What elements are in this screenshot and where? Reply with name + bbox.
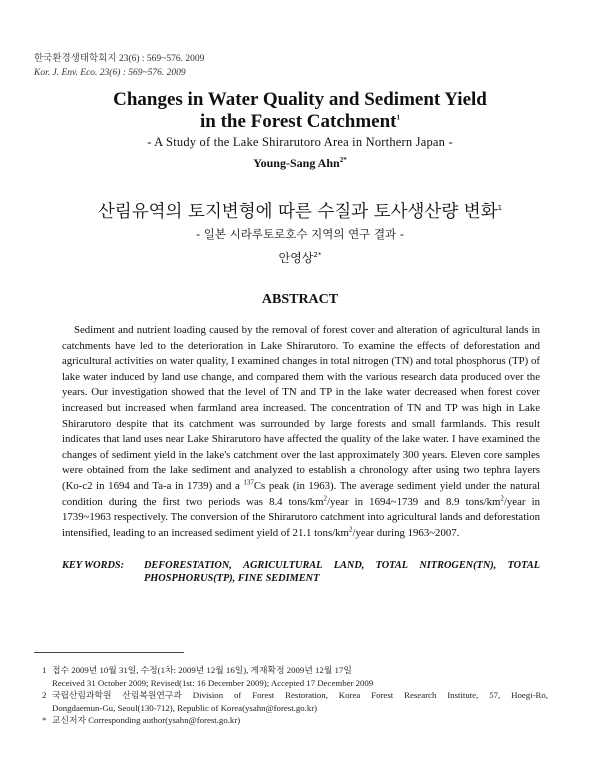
abstract-text-4: /year in 1739~1963 respectively. The conversion of the Shirarutoro catchment into agricultural lands and deforestation intensified, leading to an increased sediment yield of 21.1 tons/km (62, 495, 540, 539)
keyword-item: AGRICULTURAL (243, 560, 323, 571)
keyword-item: DEFORESTATION, (144, 560, 232, 571)
footnote-1-mark: 1 (42, 665, 47, 675)
paper-title-line2-text: in the Forest Catchment (200, 111, 397, 132)
keyword-item: LAND, (333, 560, 365, 571)
keywords-line1 (144, 559, 540, 572)
footnote-3 (42, 714, 548, 727)
squared-mark-1: 2 (323, 493, 327, 502)
author (0, 156, 600, 171)
keywords-label: KEY WORDS: (62, 560, 125, 571)
footnote-3-mark: * (42, 715, 47, 726)
journal-citation-english: Kor. J. Env. Eco. 23(6) : 569~576. 2009 (34, 68, 186, 78)
footnote-divider (34, 652, 184, 653)
footnote-2 (42, 689, 548, 714)
journal-citation (34, 52, 204, 80)
keyword-item: NITROGEN(TN), (419, 560, 497, 571)
korean-author-name: 안영상 (278, 251, 314, 265)
keyword-item: TOTAL (507, 560, 540, 571)
paper-title-line1: Changes in Water Quality and Sediment Yield (113, 89, 487, 110)
korean-title-mark: 1 (497, 204, 503, 213)
korean-title-text: 산림유역의 토지변형에 따른 수질과 토사생산량 변화 (97, 202, 498, 222)
footnote-1-english: Received 31 October 2009; Revised(1st: 16 December 2009); Accepted 17 December 2009 (52, 677, 374, 688)
paper-subtitle: - A Study of the Lake Shirarutoro Area in Northern Japan - (147, 135, 453, 149)
journal-citation-korean: 한국환경생태학회지 23(6) : 569~576. 2009 (34, 54, 205, 64)
abstract-text-5: /year during 1963~2007. (352, 526, 460, 539)
korean-title (0, 198, 600, 223)
author-mark: 2* (339, 156, 347, 164)
footnotes (42, 664, 548, 727)
abstract-text-3: /year in 1694~1739 and 8.9 tons/km (326, 495, 501, 508)
footnote-3-text: 교신저자 Corresponding author(ysahn@forest.go.kr) (52, 715, 241, 726)
korean-subtitle: - 일본 시라루토로호수 지역의 연구 결과 - (196, 227, 404, 241)
korean-author-mark: 2* (313, 251, 322, 259)
korean-author (0, 249, 600, 266)
abstract-body (62, 323, 540, 541)
cs-isotope-mark: 137 (243, 478, 254, 487)
title-footnote-mark: 1 (396, 113, 400, 122)
footnote-2-line1: 국립산림과학원 산림복원연구과 Division of Forest Restoration, Korea Forest Research Institute, 57, Hoegi-Ro, (52, 690, 548, 701)
footnote-1 (42, 664, 548, 689)
squared-mark-3: 2 (348, 525, 353, 534)
paper-title (0, 89, 600, 133)
keywords-line2: PHOSPHORUS(TP), FINE SEDIMENT (144, 573, 320, 584)
paper-title-line2 (0, 111, 600, 133)
footnote-2-mark: 2 (42, 690, 47, 701)
abstract-heading: ABSTRACT (261, 292, 339, 307)
footnote-2-line2: Dongdaemun-Gu, Seoul(130-712), Republic of Korea(ysahn@forest.go.kr) (52, 702, 318, 713)
abstract-text-2: Cs peak (in 1963). The average sediment yield under the natural condition during the first two periods was 8.4 tons/km (62, 479, 540, 508)
abstract-text-1: Sediment and nutrient loading caused by the removal of forest cover and alteration of agricultural lands in catchments have led to the deterioration in Lake Shirarutoro. To examine the effects of deforestation and agricultural activities on water quality, I examined changes in total nitrogen (TN) and total phosphorus (TP) of lake water induced by land use change, and compared them with the various research data produced over the years. Our investigation showed that the level of TN and TP in the lake water decreased when forest cover increased but increased when farmland area increased. The concentration of TN and TP was high in Lake Shirarutoro despite that its catchment was surrounded by large forests and small farmlands. This result indicates that land uses near Lake Shirarutoro have affected the quality of the lake water. I have examined the changes of sediment yield in the lake's catchment over the last approximately 300 years. Eleven core samples were obtained from the lake sediment and analyzed to establish a chronology after using two tephra layers (Ko-c2 in 1694 and Ta-a in 1739) and a (62, 324, 540, 492)
squared-mark-2: 2 (500, 493, 504, 502)
author-name: Young-Sang Ahn (253, 156, 340, 170)
footnote-1-korean: 접수 2009년 10월 31일, 수정(1차: 2009년 12월 16일), 게재확정 2009년 12월 17일 (52, 665, 352, 675)
keyword-item: TOTAL (375, 560, 409, 571)
keywords (62, 559, 540, 585)
